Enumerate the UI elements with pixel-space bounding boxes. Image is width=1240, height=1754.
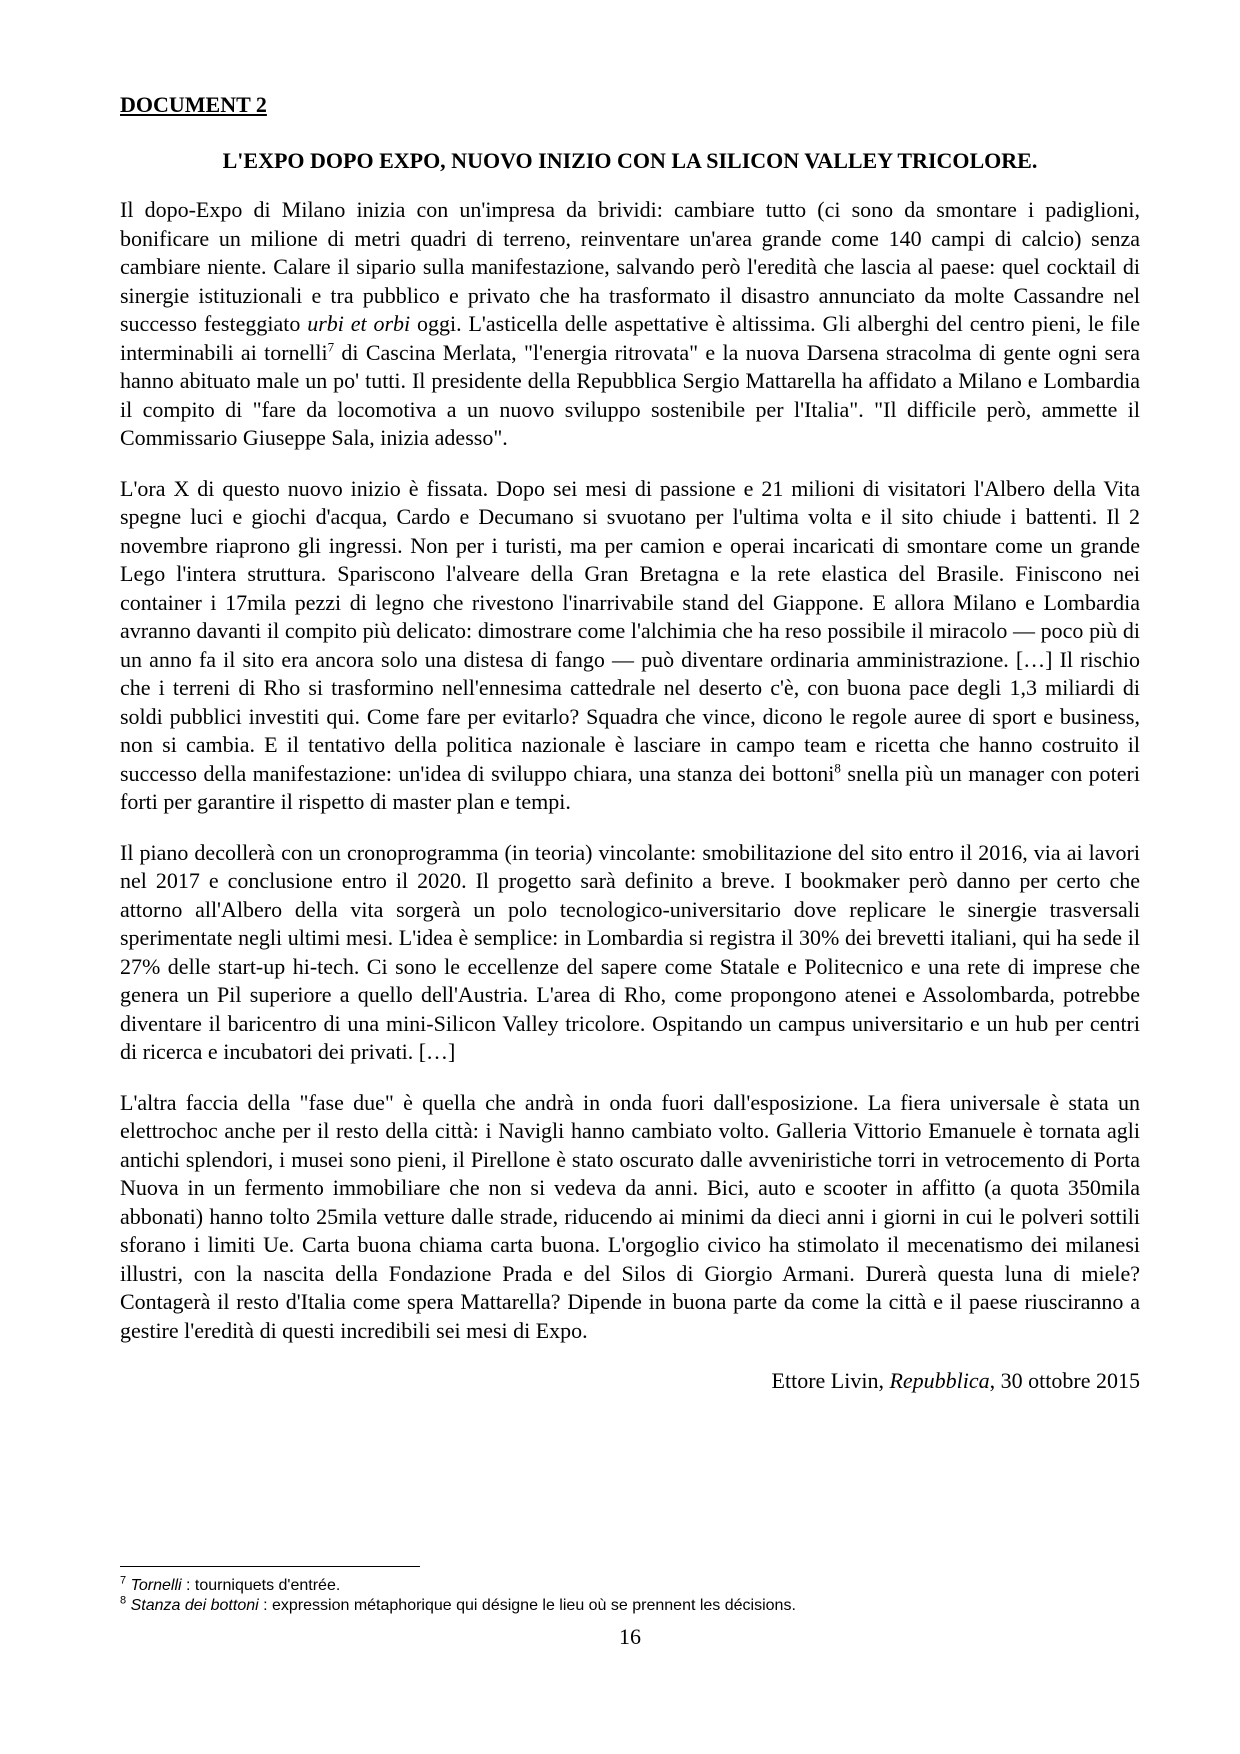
paragraph-1-italic: urbi et orbi: [307, 311, 411, 336]
attribution-date: , 30 ottobre 2015: [989, 1368, 1140, 1393]
footnote-ref-8: 8: [834, 760, 841, 776]
paragraph-1-text-a: Il dopo-Expo di Milano inizia con un'impresa da brividi: cambiare tutto (ci sono da smontare i padiglioni, bonificare un milione di metri quadri di terreno, reinventare un'area grande come 140 campi di calcio) senza cambiare niente. Calare il sipario sulla manifestazione, salvando però l'eredità che lascia al paese: quel cocktail di sinergie istituzionali e tra pubblico e privato che ha trasformato il disastro annunciato da molte Cassandre nel successo festeggiato: [120, 197, 1140, 336]
footnote-text: : expression métaphorique qui désigne le lieu où se prennent les décisions.: [258, 1597, 796, 1614]
document-page: [120, 0, 1140, 1754]
attribution-publication: Repubblica: [889, 1368, 990, 1393]
footnote-ref-7: 7: [327, 339, 335, 355]
footnote-number: 7: [120, 1574, 127, 1587]
footnote-term: Stanza dei bottoni: [130, 1597, 259, 1614]
footnote-number: 8: [120, 1594, 127, 1607]
paragraph-3: Il piano decollerà con un cronoprogramma (in teoria) vincolante: smobilitazione del sito entro il 2016, via ai lavori nel 2017 e conclusione entro il 2020. Il progetto sarà definito a breve. I bookmaker però danno per certo che attorno all'Albero della vita sorgerà un polo tecnologico-universitario dove replicare le sinergie trasversali sperimentate negli ultimi mesi. L'idea è semplice: in Lombardia si registra il 30% dei brevetti italiani, qui ha sede il 27% delle start-up hi-tech. Ci sono le eccellenze del sapere come Statale e Politecnico e una rete di imprese che genera un Pil superiore a quello dell'Austria. L'area di Rho, come propongono atenei e Assolombarda, potrebbe diventare il baricentro di una mini-Silicon Valley tricolore. Ospitando un campus universitario e un hub per centri di ricerca e incubatori dei privati. […]: [120, 839, 1140, 1064]
footnote-text: : tourniquets d'entrée.: [181, 1577, 341, 1594]
footnote-divider: [120, 1566, 420, 1567]
document-label: DOCUMENT 2: [120, 92, 267, 117]
paragraph-2-text-a: L'ora X di questo nuovo inizio è fissata. Dopo sei mesi di passione e 21 milioni di visitatori l'Albero della Vita spegne luci e giochi d'acqua, Cardo e Decumano si svuotano per l'ultima volta e il sito chiude i battenti. Il 2 novembre riaprono gli ingressi. Non per i turisti, ma per camion e operai incaricati di smontare come un grande Lego l'intera struttura. Spariscono l'alveare della Gran Bretagna e la rete elastica del Brasile. Finiscono nei container i 17mila pezzi di legno che rivestono l'inarrivabile stand del Giappone. E allora Milano e Lombardia avranno davanti il compito più delicato: dimostrare come l'alchimia che ha reso possibile il miracolo — poco più di un anno fa il sito era ancora solo una distesa di fango — può diventare ordinaria amministrazione. […] Il rischio che i terreni di Rho si trasformino nell'ennesima cattedrale nel deserto c'è, con buona pace degli 1,3 miliardi di soldi pubblici investiti qui. Come fare per evitarlo? Squadra che vince, dicono le regole auree di sport e business, non si cambia. E il tentativo della politica nazionale è lasciare in campo team e ricetta che hanno costruito il successo della manifestazione: un'idea di sviluppo chiara, una stanza dei bottoni: [120, 475, 1140, 786]
attribution-author: Ettore Livin,: [771, 1368, 890, 1393]
page-number: 16: [619, 1624, 641, 1649]
paragraph-4: L'altra faccia della "fase due" è quella che andrà in onda fuori dall'esposizione. La fiera universale è stata un elettrochoc anche per il resto della città: i Navigli hanno cambiato volto. Galleria Vittorio Emanuele è tornata agli antichi splendori, i musei sono pieni, il Pirellone è stato oscurato dalle avveniristiche torri in vetrocemento di Porta Nuova in un fermento immobiliare che non si vedeva da anni. Bici, auto e scooter in affitto (a quota 350mila abbonati) hanno tolto 25mila vetture dalle strade, riducendo ai minimi da dieci anni i giorni in cui le polveri sottili sforano i limiti Ue. Carta buona chiama carta buona. L'orgoglio civico ha stimolato il mecenatismo dei milanesi illustri, con la nascita della Fondazione Prada e del Silos di Giorgio Armani. Durerà questa luna di miele? Contagerà il resto d'Italia come spera Mattarella? Dipende in buona parte da come la città e il paese riusciranno a gestire l'eredità di questi incredibili sei mesi di Expo.: [120, 1089, 1140, 1343]
footnotes: [120, 1576, 1140, 1616]
paragraph-1-text-c: di Cascina Merlata, "l'energia ritrovata" e la nuova Darsena stracolma di gente ogni sera hanno abituato male un po' tutti. Il presidente della Repubblica Sergio Mattarella ha affidato a Milano e Lombardia il compito di "fare da locomotiva a un nuovo sviluppo sostenibile per l'Italia". "Il difficile però, ammette il Commissario Giuseppe Sala, inizia adesso".: [120, 339, 1141, 450]
footnote-term: Tornelli: [130, 1577, 182, 1594]
footnote-7: [120, 1576, 1140, 1596]
article-body: [120, 196, 1140, 1395]
paragraph-2-text-b: snella più un manager con poteri forti per garantire il rispetto di master plan e tempi.: [120, 760, 1140, 814]
attribution: [120, 1367, 1140, 1395]
paragraph-1: [120, 196, 1140, 453]
paragraph-2: [120, 475, 1140, 817]
footnote-8: [120, 1596, 1140, 1616]
article-title: L'EXPO DOPO EXPO, NUOVO INIZIO CON LA SILICON VALLEY TRICOLORE.: [222, 148, 1038, 173]
paragraph-1-text-b: oggi. L'asticella delle aspettative è altissima. Gli alberghi del centro pieni, le file interminabili ai tornelli: [120, 311, 1140, 365]
